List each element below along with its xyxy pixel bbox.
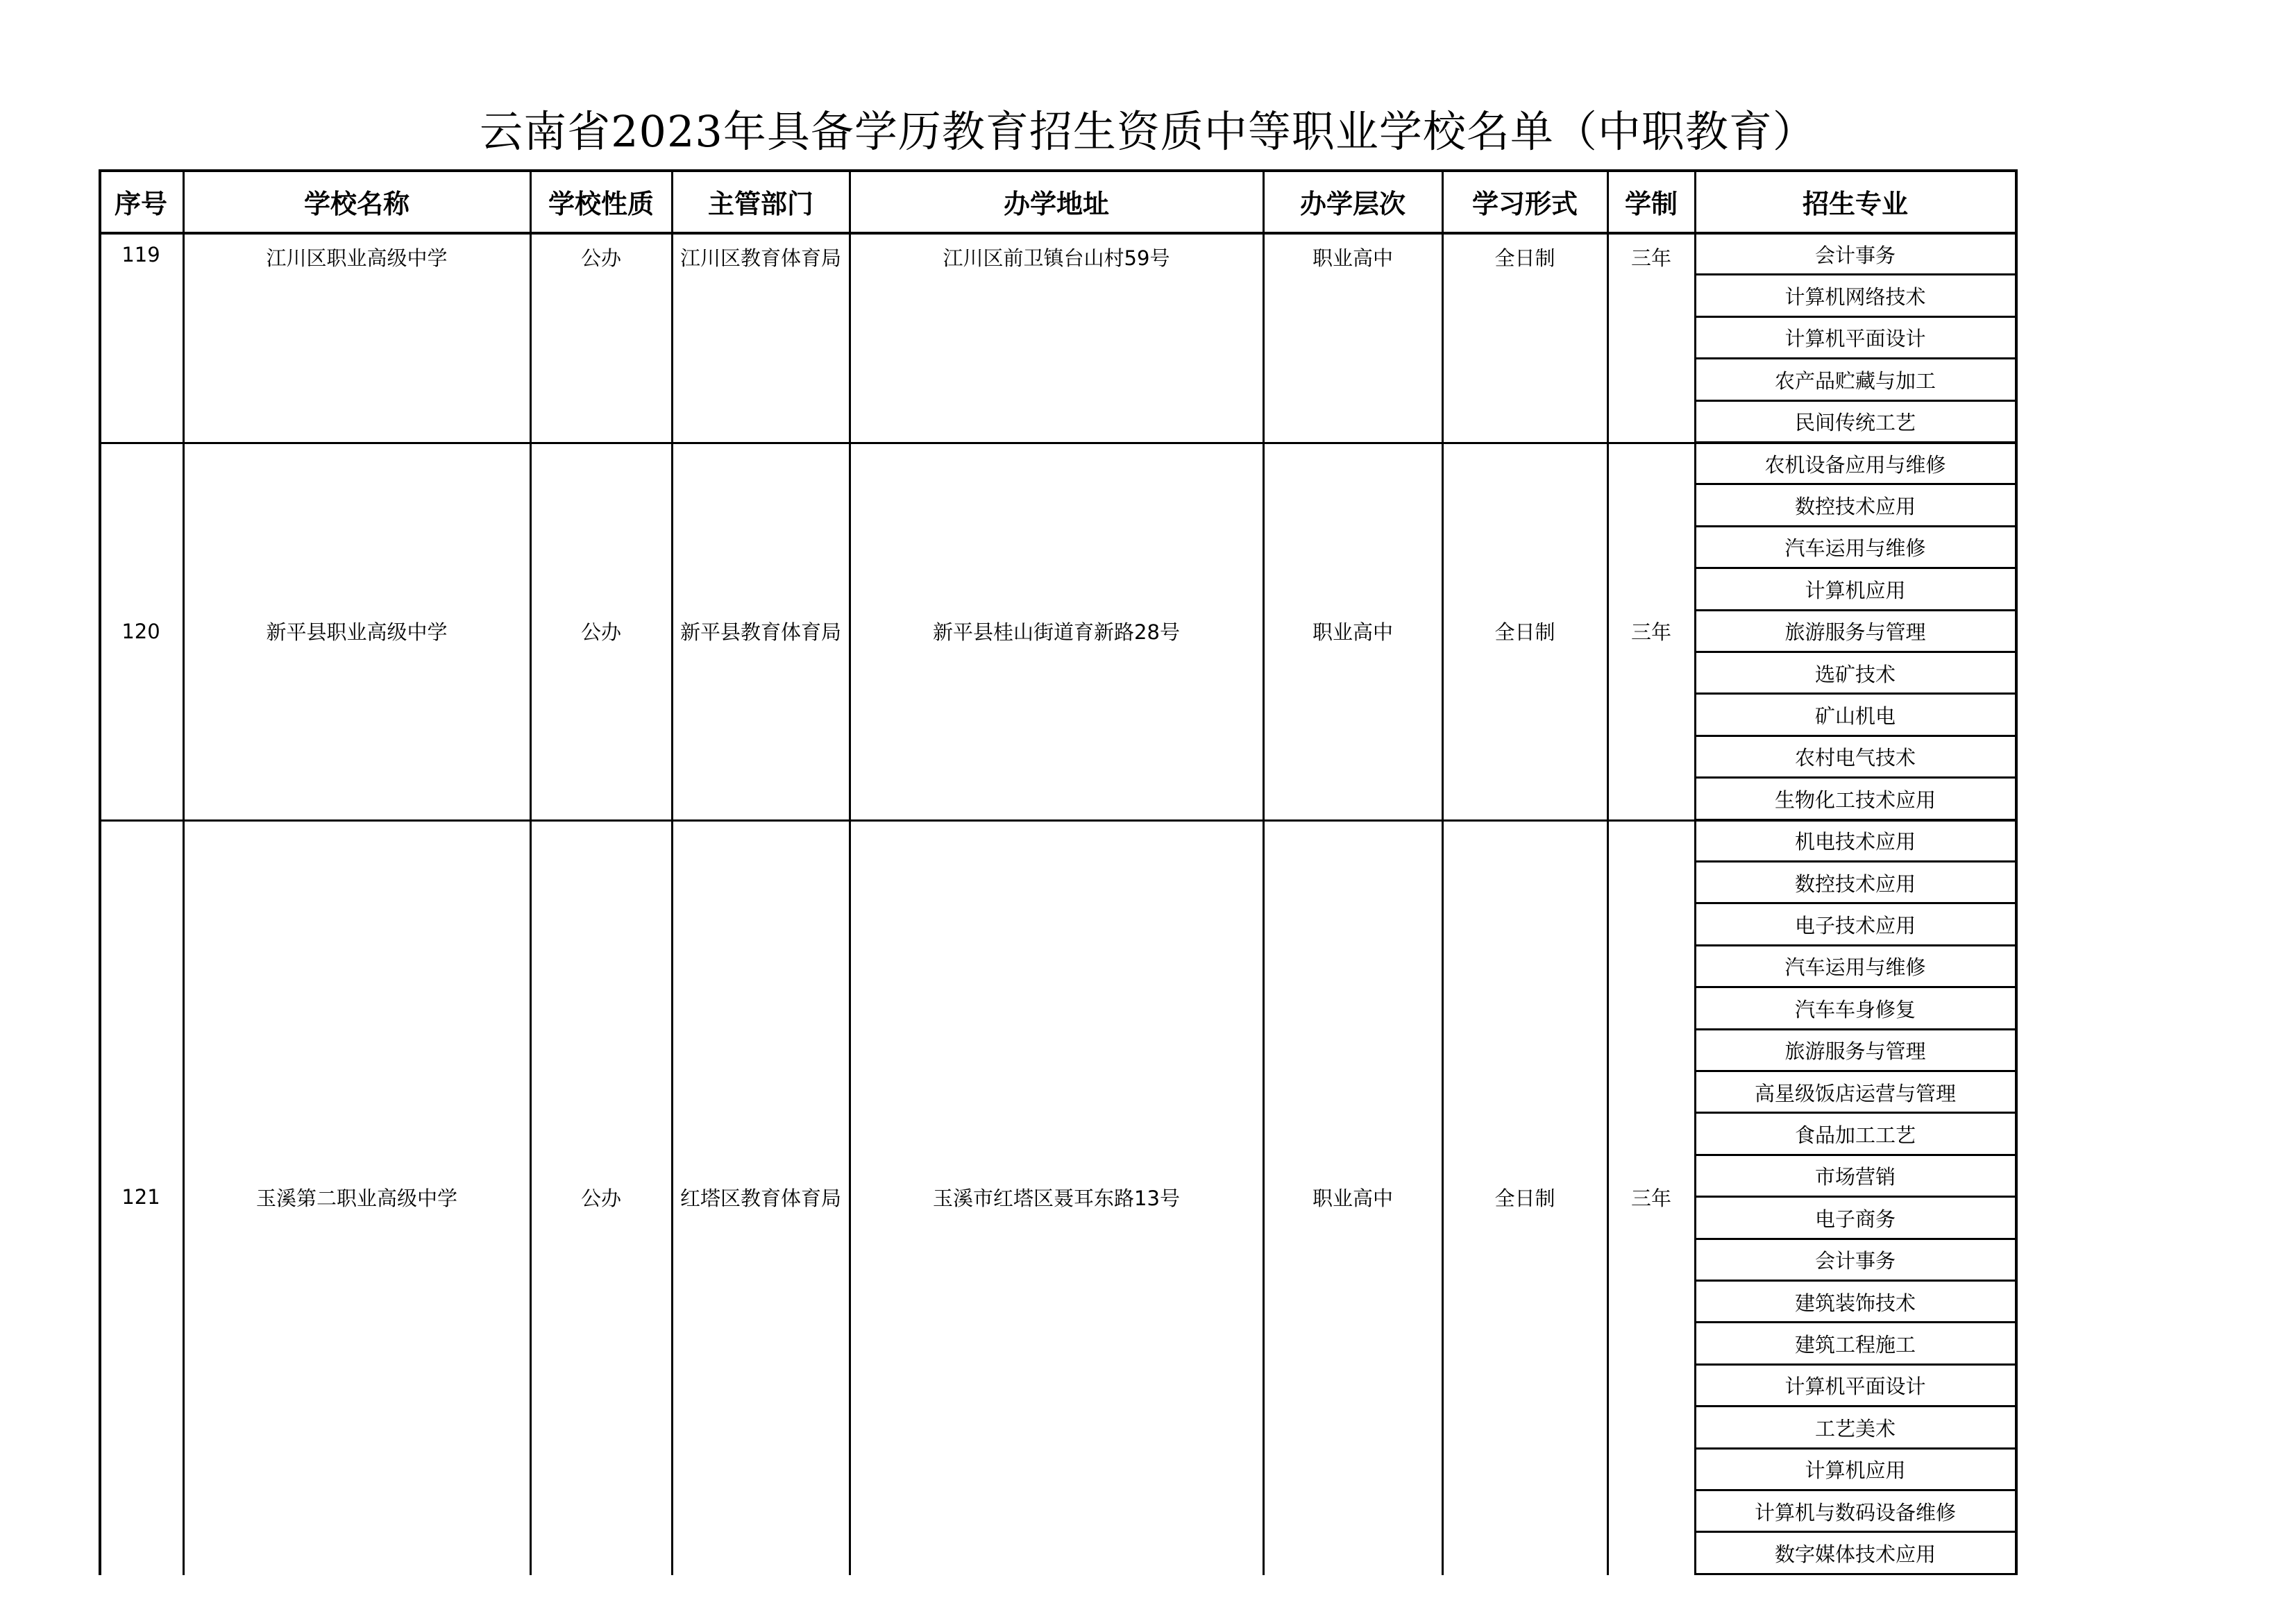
header-majors: 招生专业 <box>1802 188 1908 219</box>
school-form: 全日制 <box>1494 620 1555 645</box>
major-item: 汽车运用与维修 <box>1784 955 1926 980</box>
table-top-border <box>99 169 2017 172</box>
major-item: 汽车运用与维修 <box>1784 536 1926 561</box>
header-name: 学校名称 <box>303 188 410 219</box>
school-dept: 江川区教育体育局 <box>679 246 841 270</box>
major-item: 计算机平面设计 <box>1784 327 1926 351</box>
major-item: 数字媒体技术应用 <box>1774 1543 1936 1567</box>
major-item: 计算机应用 <box>1805 578 1906 602</box>
major-item: 食品加工工艺 <box>1794 1123 1916 1148</box>
school-table <box>99 169 2029 1575</box>
major-item: 计算机网络技术 <box>1784 285 1926 309</box>
school-seq: 120 <box>121 619 160 643</box>
school-level: 职业高中 <box>1312 620 1393 645</box>
school-nature: 公办 <box>580 620 621 645</box>
major-item: 机电技术应用 <box>1794 830 1916 854</box>
major-item: 生物化工技术应用 <box>1774 788 1936 812</box>
school-dept: 红塔区教育体育局 <box>679 1186 841 1210</box>
school-seq: 119 <box>121 243 160 266</box>
school-level: 职业高中 <box>1312 246 1393 270</box>
major-item: 会计事务 <box>1814 243 1896 267</box>
school-form: 全日制 <box>1494 246 1555 270</box>
header-form: 学习形式 <box>1471 188 1578 219</box>
major-item: 电子技术应用 <box>1794 914 1916 938</box>
major-item: 工艺美术 <box>1814 1416 1896 1441</box>
major-item: 民间传统工艺 <box>1794 411 1916 435</box>
major-item: 矿山机电 <box>1814 704 1896 729</box>
school-dept: 新平县教育体育局 <box>679 620 841 645</box>
major-item: 计算机平面设计 <box>1784 1375 1926 1399</box>
header-address: 办学地址 <box>1003 188 1109 219</box>
major-item: 数控技术应用 <box>1794 495 1916 519</box>
major-item: 数控技术应用 <box>1794 872 1916 896</box>
school-address: 江川区前卫镇台山村59号 <box>943 246 1170 270</box>
major-item: 农产品贮藏与加工 <box>1774 368 1936 393</box>
school-seq: 121 <box>121 1185 160 1209</box>
header-duration: 学制 <box>1624 188 1678 219</box>
school-level: 职业高中 <box>1312 1186 1393 1210</box>
school-address: 新平县桂山街道育新路28号 <box>933 620 1180 645</box>
major-item: 电子商务 <box>1814 1207 1896 1231</box>
school-address: 玉溪市红塔区聂耳东路13号 <box>933 1186 1180 1210</box>
major-item: 农村电气技术 <box>1794 746 1916 770</box>
header-nature: 学校性质 <box>548 188 654 219</box>
school-duration: 三年 <box>1630 1186 1671 1210</box>
major-item: 汽车车身修复 <box>1794 997 1916 1021</box>
school-nature: 公办 <box>580 1186 621 1210</box>
major-row-border <box>1695 1573 2017 1575</box>
school-duration: 三年 <box>1630 620 1671 645</box>
school-duration: 三年 <box>1630 246 1671 270</box>
major-item: 计算机应用 <box>1805 1459 1906 1483</box>
school-name: 新平县职业高级中学 <box>266 620 448 645</box>
major-item: 旅游服务与管理 <box>1784 620 1926 645</box>
school-nature: 公办 <box>580 246 621 270</box>
major-item: 建筑工程施工 <box>1794 1333 1916 1357</box>
major-item: 旅游服务与管理 <box>1784 1039 1926 1064</box>
major-item: 农机设备应用与维修 <box>1764 452 1946 477</box>
major-item: 计算机与数码设备维修 <box>1754 1500 1956 1524</box>
major-item: 高星级饭店运营与管理 <box>1754 1081 1956 1105</box>
school-form: 全日制 <box>1494 1186 1555 1210</box>
page-title: 云南省2023年具备学历教育招生资质中等职业学校名单（中职教育） <box>480 106 1816 157</box>
major-item: 会计事务 <box>1814 1249 1896 1273</box>
school-name: 玉溪第二职业高级中学 <box>255 1186 457 1210</box>
header-level: 办学层次 <box>1299 188 1406 219</box>
school-name: 江川区职业高级中学 <box>266 246 448 270</box>
major-item: 建筑装饰技术 <box>1794 1291 1916 1315</box>
header-dept: 主管部门 <box>707 188 813 219</box>
major-item: 市场营销 <box>1814 1165 1896 1189</box>
header-seq: 序号 <box>114 188 167 219</box>
major-item: 选矿技术 <box>1814 662 1896 686</box>
